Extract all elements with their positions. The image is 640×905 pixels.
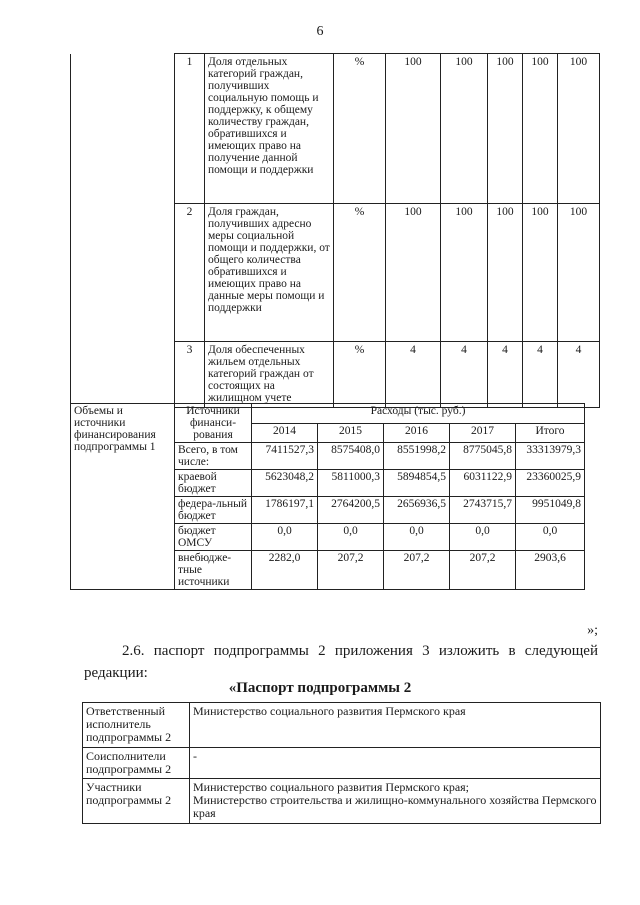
amount-cell: 0,0: [252, 524, 318, 551]
indicator-value: 100: [558, 54, 600, 204]
amount-cell: 2656936,5: [384, 497, 450, 524]
table-row: [71, 404, 585, 424]
passport-label: Соисполнители подпрограммы 2: [83, 748, 190, 779]
amount-cell: 8551998,2: [384, 443, 450, 470]
amount-cell: 8775045,8: [450, 443, 516, 470]
indicator-value: 4: [386, 342, 441, 408]
indicator-value: 100: [441, 204, 488, 342]
indicator-number: 1: [175, 54, 205, 204]
table-row: [83, 748, 601, 779]
indicator-unit: %: [334, 342, 386, 408]
amount-cell: 0,0: [450, 524, 516, 551]
indicator-value: 100: [441, 54, 488, 204]
indicator-unit: %: [334, 204, 386, 342]
indicator-unit: %: [334, 54, 386, 204]
amount-cell: 0,0: [318, 524, 384, 551]
indicator-name: Доля обеспеченных жильем отдельных категорий граждан от состоящих на жилищном учете: [205, 342, 334, 408]
amount-cell: 6031122,9: [450, 470, 516, 497]
participant-entry: Министерство социального развития Пермского края;: [193, 780, 470, 794]
participant-entry: Министерство строительства и жилищно-коммунального хозяйства Пермского края: [193, 793, 597, 820]
amount-cell: 2903,6: [516, 551, 585, 590]
indicator-value: 4: [523, 342, 558, 408]
indicator-value: 100: [386, 204, 441, 342]
sources-header: Источники финанси-рования: [175, 404, 252, 443]
amount-cell: 9951049,8: [516, 497, 585, 524]
table-row: [71, 204, 600, 342]
amount-cell: 207,2: [450, 551, 516, 590]
passport-value: -: [190, 748, 601, 779]
year-header: 2017: [450, 423, 516, 443]
financing-row-label: Объемы и источники финансирования подпрограммы 1: [71, 404, 175, 590]
indicators-table: [70, 53, 600, 408]
indicator-value: 100: [558, 204, 600, 342]
source-label: краевой бюджет: [175, 470, 252, 497]
indicator-value: 100: [523, 54, 558, 204]
indicator-value: 100: [488, 204, 523, 342]
expenses-header: Расходы (тыс. руб.): [252, 404, 585, 424]
amount-cell: 2764200,5: [318, 497, 384, 524]
quote-end-mark: »;: [587, 623, 598, 638]
indicator-value: 100: [523, 204, 558, 342]
source-label: федера-льный бюджет: [175, 497, 252, 524]
passport-value: [190, 779, 601, 824]
passport-label: Участники подпрограммы 2: [83, 779, 190, 824]
indicator-value: 100: [488, 54, 523, 204]
year-header: Итого: [516, 423, 585, 443]
financing-table: [70, 403, 585, 590]
amount-cell: 5811000,3: [318, 470, 384, 497]
amount-cell: 5623048,2: [252, 470, 318, 497]
year-header: 2015: [318, 423, 384, 443]
indicator-name: Доля отдельных категорий граждан, получивших социальную помощь и поддержку, к общему количеству граждан, обратившихся и имеющих право на получение данной помощи и поддержки: [205, 54, 334, 204]
year-header: 2014: [252, 423, 318, 443]
amount-cell: 33313979,3: [516, 443, 585, 470]
amount-cell: 5894854,5: [384, 470, 450, 497]
passport-table: [82, 702, 601, 824]
indicator-number: 3: [175, 342, 205, 408]
amount-cell: 8575408,0: [318, 443, 384, 470]
amount-cell: 1786197,1: [252, 497, 318, 524]
passport-title: «Паспорт подпрограммы 2: [228, 680, 412, 696]
indicator-value: 4: [441, 342, 488, 408]
table-row: [71, 342, 600, 408]
indicator-number: 2: [175, 204, 205, 342]
amount-cell: 207,2: [318, 551, 384, 590]
amount-cell: 207,2: [384, 551, 450, 590]
amount-cell: 23360025,9: [516, 470, 585, 497]
passport-label: Ответственный исполнитель подпрограммы 2: [83, 703, 190, 748]
year-header: 2016: [384, 423, 450, 443]
indicator-name: Доля граждан, получивших адресно меры социальной помощи и поддержки, от общего количества обратившихся и имеющих право на данные меры помощи и поддержки: [205, 204, 334, 342]
source-label: бюджет ОМСУ: [175, 524, 252, 551]
page-number: 6: [316, 24, 324, 39]
source-label: Всего, в том числе:: [175, 443, 252, 470]
body-paragraph: [84, 640, 598, 684]
passport-value: Министерство социального развития Пермского края: [190, 703, 601, 748]
amount-cell: 2743715,7: [450, 497, 516, 524]
table-row: [83, 703, 601, 748]
amount-cell: 7411527,3: [252, 443, 318, 470]
indicator-value: 4: [558, 342, 600, 408]
source-label: внебюдже-тные источники: [175, 551, 252, 590]
paragraph-line: 2.6. паспорт подпрограммы 2 приложения 3 изложить в следующей: [122, 643, 598, 659]
indicator-value: 100: [386, 54, 441, 204]
table-row: [83, 779, 601, 824]
amount-cell: 2282,0: [252, 551, 318, 590]
paragraph-line: редакции:: [84, 665, 148, 681]
table-row: [71, 54, 600, 204]
amount-cell: 0,0: [516, 524, 585, 551]
amount-cell: 0,0: [384, 524, 450, 551]
indicator-value: 4: [488, 342, 523, 408]
